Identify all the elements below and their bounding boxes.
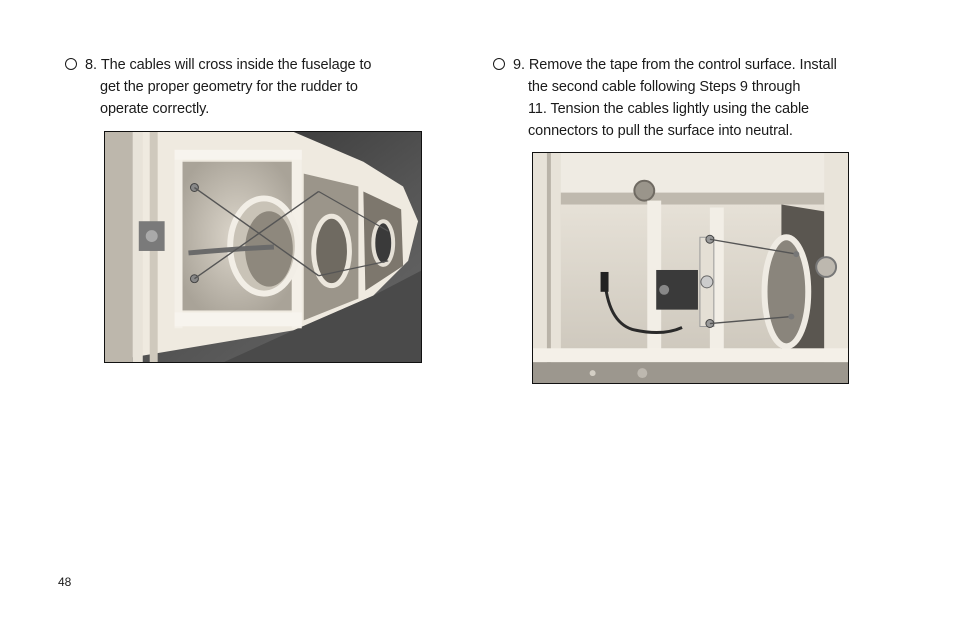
step-8-number: 8. <box>85 57 97 73</box>
step-8-instruction <box>63 54 371 120</box>
step-9-text-line-2: the second cable following Steps 9 through <box>528 79 801 95</box>
checkbox-circle-icon[interactable] <box>65 58 77 70</box>
step-9-text-line-3: 11. Tension the cables lightly using the cable <box>528 101 810 117</box>
checkbox-circle-icon[interactable] <box>493 58 505 70</box>
servo-cables-photo <box>532 152 849 384</box>
fuselage-cables-photo <box>104 131 422 363</box>
page-number: 48 <box>58 575 72 589</box>
step-8-text-line-2: get the proper geometry for the rudder to <box>100 79 358 95</box>
step-9-text-line-4: connectors to pull the surface into neutral. <box>528 123 793 139</box>
step-9-first-line <box>491 54 837 76</box>
step-8-first-line <box>63 54 371 76</box>
step-9-number: 9. <box>513 57 525 73</box>
step-9-text-line-1: Remove the tape from the control surface. Install <box>528 57 837 73</box>
step-8-text-line-1: The cables will cross inside the fuselage to <box>100 57 372 73</box>
step-8-text-line-3: operate correctly. <box>100 101 210 117</box>
step-9-instruction <box>491 54 837 142</box>
